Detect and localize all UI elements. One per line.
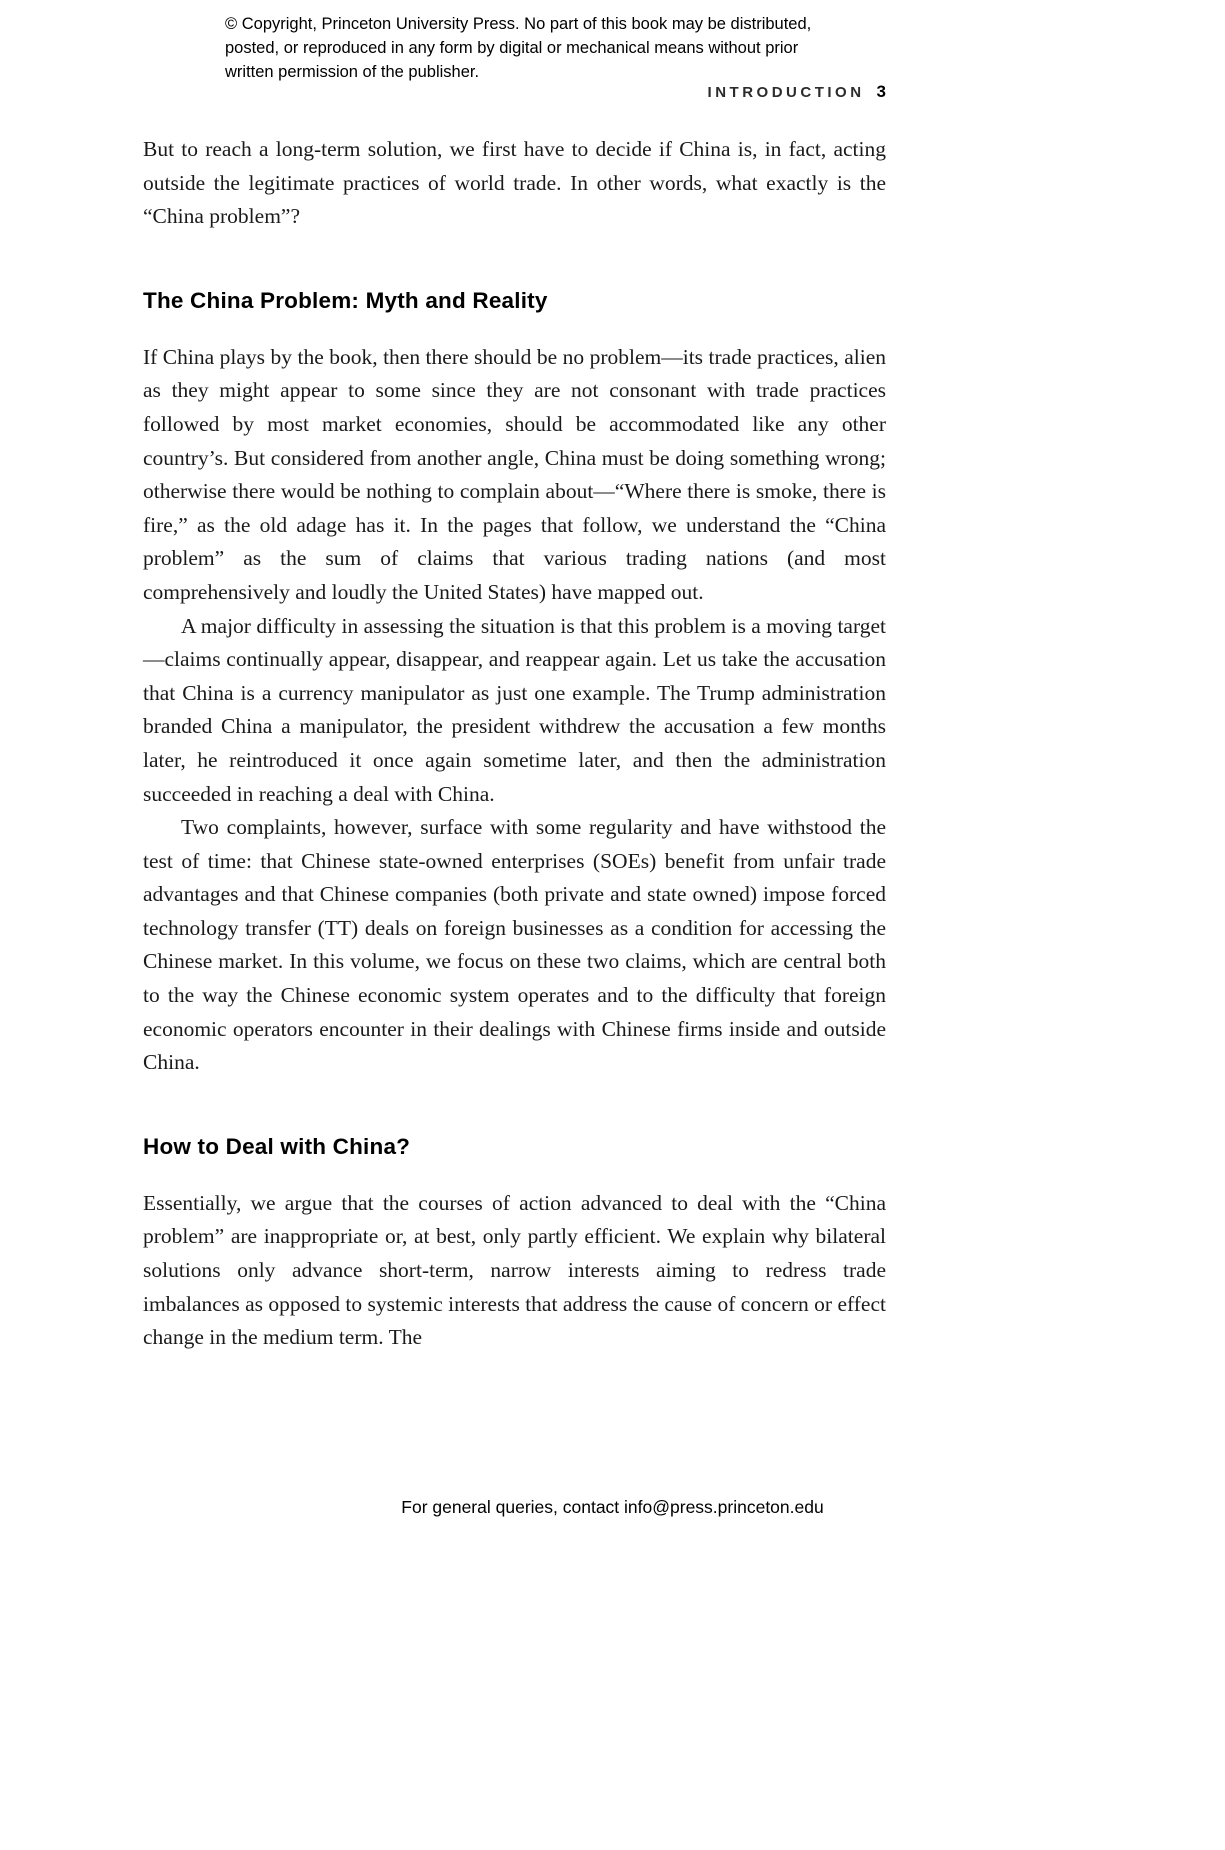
paragraph: A major difficulty in assessing the situation is that this problem is a moving target—claims continually appear, disappear, and reappear again. Let us take the accusation that China is a currency manipulator as just one example. The Trump administration branded China a manipulator, the president withdrew the accusation a few months later, he reintroduced it once again sometime later, and then the administration succeeded in reaching a deal with China. (143, 613, 886, 806)
paragraph: Essentially, we argue that the courses of action advanced to deal with the “China problem” are inappropriate or, at best, only partly efficient. We explain why bilateral solutions only advance short-term, narrow interests aiming to redress trade imbalances as opposed to systemic interests that address the cause of concern or effect change in the medium term. The (143, 1190, 886, 1350)
section-heading-how-to-deal: How to Deal with China? (143, 1133, 411, 1159)
footer-contact: For general queries, contact info@press.princeton.edu (401, 1497, 824, 1517)
page-number: 3 (876, 82, 886, 101)
running-head (143, 82, 886, 102)
page-body (143, 133, 886, 1355)
running-head-title: INTRODUCTION (707, 84, 865, 101)
paragraph: Two complaints, however, surface with some regularity and have withstood the test of time: that Chinese state-owned enterprises (SOEs) benefit from unfair trade advantages and that Chinese companies (both private and state owned) impose forced technology transfer (TT) deals on foreign businesses as a condition for accessing the Chinese market. In this volume, we focus on these two claims, which are central both to the way the Chinese economic system operates and to the difficulty that foreign economic operators encounter in their dealings with Chinese firms inside and outside China. (143, 815, 886, 1075)
paragraph: If China plays by the book, then there should be no problem—its trade practices, alien as they might appear to some since they are not consonant with trade practices followed by most market economies, should be accommodated like any other country’s. But considered from another angle, China must be doing something wrong; otherwise there would be nothing to complain about—“Where there is smoke, there is fire,” as the old adage has it. In the pages that follow, we understand the “China problem” as the sum of claims that various trading nations (and most comprehensively and loudly the United States) have mapped out. (143, 344, 886, 604)
paragraph: But to reach a long-term solution, we first have to decide if China is, in fact, acting outside the legitimate practices of world trade. In other words, what exactly is the “China problem”? (143, 137, 886, 229)
copyright-notice: © Copyright, Princeton University Press. No part of this book may be distributed, posted, or reproduced in any form by digital or mechanical means without prior written permission of the publisher. (225, 15, 812, 81)
section-heading-china-problem: The China Problem: Myth and Reality (143, 287, 548, 313)
